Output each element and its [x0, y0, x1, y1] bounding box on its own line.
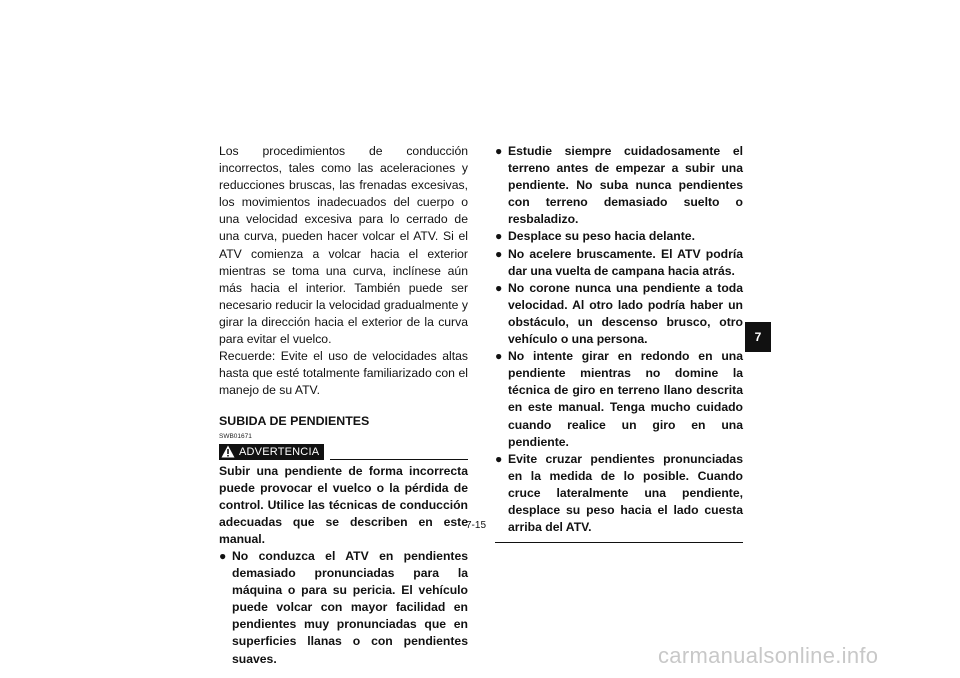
warning-triangle-icon [221, 445, 235, 458]
warning-header [219, 443, 468, 461]
bullet-icon: ● [495, 246, 503, 261]
section-title: SUBIDA DE PENDIENTES [219, 414, 370, 429]
warning-end-rule [495, 542, 743, 543]
list-item-text: Estudie siempre cuidadosamente el terreno antes de empezar a subir una pendiente. No suba nunca pendientes con terreno demasiado suelto o resbaladizo. [508, 144, 743, 227]
bullet-icon: ● [495, 144, 503, 158]
warning-text: Subir una pendiente de forma incorrecta puede provocar el vuelco o la pérdida de control. Utilice las técnicas de conducción adecuadas que se describen en este manual. [219, 463, 468, 546]
list-item [495, 348, 743, 451]
list-item [495, 280, 743, 348]
list-item-text: No acelere bruscamente. El ATV podría dar una vuelta de campana hacia atrás. [508, 246, 743, 278]
list-item [495, 246, 743, 280]
list-item [495, 228, 743, 245]
list-item-text: No conduzca el ATV en pendientes demasiado pronunciadas para la máquina o para su pericia. El vehículo puede volcar con mayor facilidad en pendientes muy pronunciadas que en superficies llanas o con pendientes suaves. [232, 548, 468, 666]
list-item-text: Desplace su peso hacia delante. [508, 229, 695, 244]
warning-label: ADVERTENCIA [239, 445, 320, 458]
list-item-text: No corone nunca una pendiente a toda velocidad. Al otro lado podría haber un obstáculo, un descenso brusco, otro vehículo o una persona. [508, 280, 743, 347]
page-number: 7-15 [466, 520, 487, 531]
warning-badge [219, 444, 324, 460]
warning-code: SWB01671 [219, 432, 252, 440]
list-item [495, 143, 743, 228]
warning-rule [330, 444, 468, 460]
chapter-tab: 7 [745, 322, 771, 352]
bullet-icon: ● [495, 229, 503, 244]
left-column [219, 143, 468, 668]
bullet-icon: ● [219, 548, 227, 563]
intro-paragraph: Los procedimientos de conducción incorrectos, tales como las aceleraciones y reducciones bruscas, las frenadas excesivas, los movimientos inadecuados del cuerpo o una velocidad excesiva para lo cerrado de una curva, pueden hacer volcar el ATV. Si el ATV comienza a volcar hacia el exterior mientras se toma una curva, inclínese aún más hacia el interior. También puede ser necesario reducir la velocidad gradualmente y girar la dirección hacia el exterior de la curva para evitar el vuelco. [219, 144, 468, 347]
left-bullet-list [219, 548, 468, 668]
list-item-text: No intente girar en redondo en una pendiente mientras no domine la técnica de giro en terreno llano descrita en este manual. Tenga mucho cuidado cuando realice un giro en una pendiente. [508, 349, 743, 449]
list-item [219, 548, 468, 668]
list-item [495, 451, 743, 536]
right-column [495, 143, 743, 543]
list-item-text: Evite cruzar pendientes pronunciadas en la medida de lo posible. Cuando cruce lateralmente una pendiente, desplace su peso hacia el lado cuesta arriba del ATV. [508, 451, 743, 535]
reminder-paragraph: Recuerde: Evite el uso de velocidades altas hasta que esté totalmente familiarizado con el manejo de su ATV. [219, 349, 468, 398]
bullet-icon: ● [495, 349, 503, 364]
bullet-icon: ● [495, 280, 503, 295]
watermark: carmanualsonline.info [658, 643, 879, 668]
right-bullet-list [495, 143, 743, 536]
bullet-icon: ● [495, 451, 503, 466]
